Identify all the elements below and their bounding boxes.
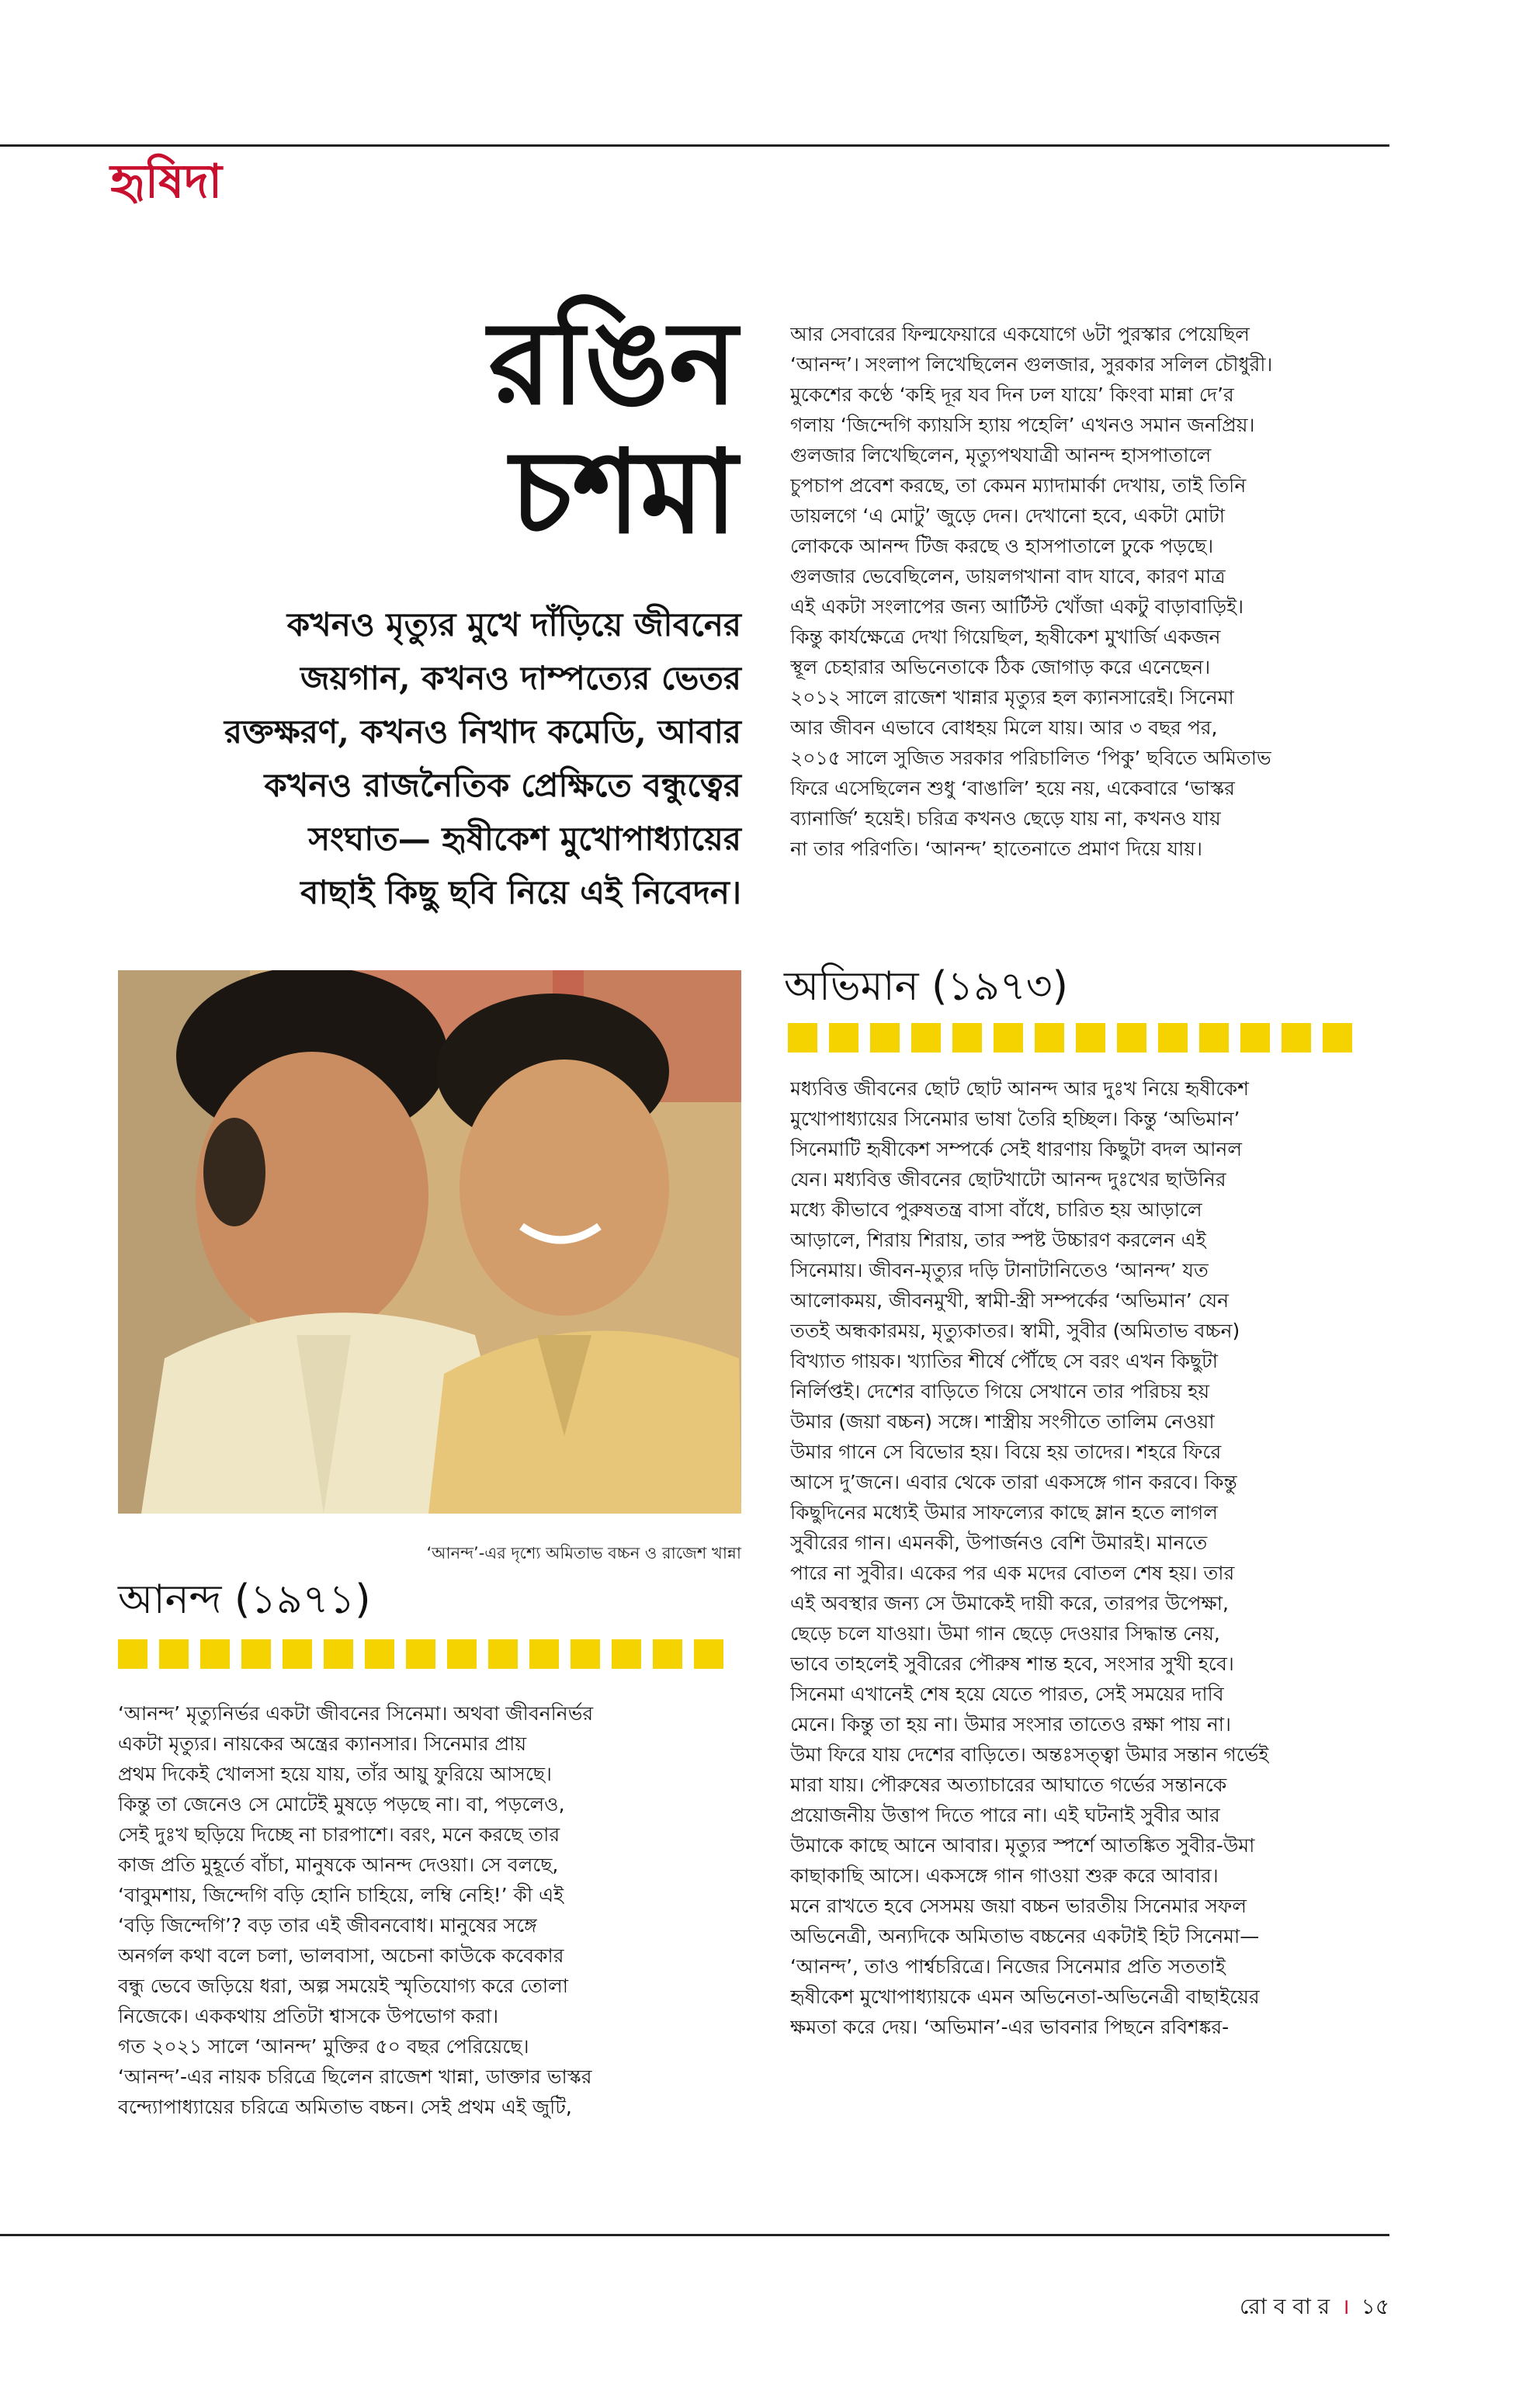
text-line: সুবীরের গান। এমনকী, উপার্জনও বেশি উমারই। মানতে [790, 1531, 1208, 1554]
section-tag: হৃষিদা [110, 154, 223, 209]
text-line: ‘বড়ি জিন্দেগি’? বড় তার এই জীবনবোধ। মানুষের সঙ্গে [118, 1914, 537, 1937]
yellow-square [200, 1639, 230, 1669]
text-line: বন্ধু ভেবে জড়িয়ে ধরা, অল্প সময়েই স্মৃতিযোগ্য করে তোলা [118, 1975, 569, 1997]
text-line: মধ্যে কীভাবে পুরুষতন্ত্র বাসা বাঁধে, চারিত হয় আড়ালে [790, 1198, 1202, 1221]
intro-line: কখনও মৃত্যুর মুখে দাঁড়িয়ে জীবনের [286, 605, 741, 643]
yellow-square [529, 1639, 559, 1669]
text-line: প্রথম দিকেই খোলসা হয়ে যায়, তাঁর আয়ু ফুরিয়ে আসছে। [118, 1763, 552, 1785]
yellow-square [694, 1639, 723, 1669]
yellow-square [488, 1639, 518, 1669]
yellow-square [118, 1639, 147, 1669]
text-line: মনে রাখতে হবে সেসময় জয়া বচ্চন ভারতীয় সিনেমার সফল [790, 1895, 1247, 1917]
intro-standfirst [109, 598, 741, 919]
magazine-name: রো ব বা র [1239, 2294, 1330, 2319]
yellow-square [994, 1023, 1023, 1053]
text-line: লোককে আনন্দ টিজ করছে ও হাসপাতালে ঢুকে পড়ছে। [790, 535, 1214, 557]
text-line: ছেড়ে চলে যাওয়া। উমা গান ছেড়ে দেওয়ার সিদ্ধান্ত নেয়, [790, 1622, 1220, 1645]
yellow-square [829, 1023, 858, 1053]
yellow-square [1158, 1023, 1188, 1053]
text-line: বন্দ্যোপাধ্যায়ের চরিত্রে অমিতাভ বচ্চন। সেই প্রথম এই জুটি, [118, 2096, 572, 2118]
text-line: নির্লিপ্তই। দেশের বাড়িতে গিয়ে সেখানে তার পরিচয় হয় [790, 1380, 1210, 1403]
anand-continuation-text [790, 319, 1396, 864]
text-line: ‘আনন্দ’-এর নায়ক চরিত্রে ছিলেন রাজেশ খান্না, ডাক্তার ভাস্কর [118, 2065, 592, 2088]
text-line: ততই অন্ধকারময়, মৃত্যুকাতর। স্বামী, সুবীর (অমিতাভ বচ্চন) [790, 1320, 1240, 1342]
text-line: ২০১২ সালে রাজেশ খান্নার মৃত্যুর হল ক্যানসারেই। সিনেমা [790, 686, 1234, 709]
text-line: পারে না সুবীর। একের পর এক মদের বোতল শেষ হয়। তার [790, 1562, 1235, 1584]
text-line: এই অবস্থার জন্য সে উমাকেই দায়ী করে, তারপর উপেক্ষা, [790, 1592, 1229, 1614]
yellow-square [870, 1023, 900, 1053]
text-line: সিনেমা এখানেই শেষ হয়ে যেতে পারত, সেই সময়ের দাবি [790, 1683, 1224, 1705]
text-line: মুকেশের কণ্ঠে ‘কহি দূর যব দিন ঢল যায়ে’ কিংবা মান্না দে’র [790, 383, 1234, 406]
yellow-square [788, 1023, 817, 1053]
text-line: এই একটা সংলাপের জন্য আর্টিস্ট খোঁজা একটু বাড়াবাড়িই। [790, 595, 1244, 618]
yellow-square [1076, 1023, 1105, 1053]
text-line: অনর্গল কথা বলে চলা, ভালবাসা, অচেনা কাউকে কবেকার [118, 1944, 564, 1967]
text-line: অভিনেত্রী, অন্যদিকে অমিতাভ বচ্চনের একটাই হিট সিনেমা— [790, 1925, 1260, 1947]
text-line: উমাকে কাছে আনে আবার। মৃত্যুর স্পর্শে আতঙ্কিত সুবীর-উমা [790, 1834, 1255, 1857]
yellow-square [241, 1639, 271, 1669]
text-line: ভাবে তাহলেই সুবীরের পৌরুষ শান্ত হবে, সংসার সুখী হবে। [790, 1653, 1234, 1675]
yellow-square [911, 1023, 941, 1053]
text-line: আর সেবারের ফিল্মফেয়ারে একযোগে ৬টা পুরস্কার পেয়েছিল [790, 323, 1250, 345]
headline [295, 295, 737, 559]
abhiman-section-heading: অভিমান (১৯৭৩) [784, 963, 1068, 1010]
text-line: কাজ প্রতি মুহূর্তে বাঁচা, মানুষকে আনন্দ দেওয়া। সে বলছে, [118, 1854, 559, 1876]
headline-line: রঙিন [488, 295, 737, 430]
yellow-square [612, 1639, 641, 1669]
yellow-square [571, 1639, 600, 1669]
text-line: গলায় ‘জিন্দেগি ক্যায়সি হ্যায় পহেলি’ এখনও সমান জনপ্রিয়। [790, 414, 1255, 436]
text-line: হৃষীকেশ মুখোপাধ্যায়কে এমন অভিনেতা-অভিনেত্রী বাছাইয়ের [790, 1985, 1260, 2008]
abhiman-body-text [790, 1073, 1396, 2042]
yellow-square [653, 1639, 682, 1669]
text-line: একটা মৃত্যুর। নায়কের অন্ত্রের ক্যানসার। সিনেমার প্রায় [118, 1732, 527, 1755]
text-line: ক্ষমতা করে দেয়। ‘অভিমান’-এর ভাবনার পিছনে রবিশঙ্কর- [790, 2016, 1230, 2038]
intro-line: জয়গান, কখনও দাম্পত্যের ভেতর [300, 659, 741, 697]
text-line: সিনেমাটি হৃষীকেশ সম্পর্কে সেই ধারণায় কিছুটা বদল আনল [790, 1138, 1242, 1160]
text-line: উমা ফিরে যায় দেশের বাড়িতে। অন্তঃসত্ত্বা উমার সন্তান গর্ভেই [790, 1743, 1269, 1766]
text-line: কাছাকাছি আসে। একসঙ্গে গান গাওয়া শুরু করে আবার। [790, 1864, 1219, 1887]
yellow-square [159, 1639, 189, 1669]
text-line: সিনেমায়। জীবন-মৃত্যুর দড়ি টানাটানিতেও ‘আনন্দ’ যত [790, 1259, 1209, 1281]
anand-section-heading: আনন্দ (১৯৭১) [118, 1576, 371, 1623]
text-line: সেই দুঃখ ছড়িয়ে দিচ্ছে না চারপাশে। বরং, মনে করছে তার [118, 1823, 560, 1846]
text-line: না তার পরিণতি। ‘আনন্দ’ হাতেনাতে প্রমাণ দিয়ে যায়। [790, 838, 1202, 860]
yellow-square [1117, 1023, 1146, 1053]
text-line: গুলজার লিখেছিলেন, মৃত্যুপথযাত্রী আনন্দ হাসপাতালে [790, 444, 1212, 466]
text-line: ২০১৫ সালে সুজিত সরকার পরিচালিত ‘পিকু’ ছবিতে অমিতাভ [790, 747, 1271, 769]
text-line: যেন। মধ্যবিত্ত জীবনের ছোটখাটো আনন্দ দুঃখের ছাউনির [790, 1168, 1226, 1191]
text-line: চুপচাপ প্রবেশ করছে, তা কেমন ম্যাদামার্কা দেখায়, তাই তিনি [790, 474, 1247, 497]
text-line: মুখোপাধ্যায়ের সিনেমার ভাষা তৈরি হচ্ছিল। কিন্তু ‘অভিমান’ [790, 1108, 1240, 1130]
text-line: মারা যায়। পৌরুষের অত্যাচারের আঘাতে গর্ভের সন্তানকে [790, 1774, 1227, 1796]
text-line: আলোকময়, জীবনমুখী, স্বামী-স্ত্রী সম্পর্কের ‘অভিমান’ যেন [790, 1289, 1230, 1312]
page-footer [1240, 2290, 1389, 2326]
text-line: গুলজার ভেবেছিলেন, ডায়লগখানা বাদ যাবে, কারণ মাত্র [790, 565, 1226, 588]
anand-heading-ornament [118, 1639, 723, 1669]
yellow-square [447, 1639, 477, 1669]
text-line: আসে দু’জনে। এবার থেকে তারা একসঙ্গে গান করবে। কিন্তু [790, 1471, 1237, 1493]
yellow-square [1240, 1023, 1270, 1053]
page-number: ১৫ [1361, 2294, 1389, 2319]
text-line: মেনে। কিন্তু তা হয় না। উমার সংসার তাতেও রক্ষা পায় না। [790, 1713, 1231, 1736]
yellow-square [1199, 1023, 1229, 1053]
text-line: কিন্তু কার্যক্ষেত্রে দেখা গিয়েছিল, হৃষীকেশ মুখার্জি একজন [790, 626, 1221, 648]
text-line: ‘আনন্দ’ মৃত্যুনির্ভর একটা জীবনের সিনেমা। অথবা জীবননির্ভর [118, 1702, 594, 1725]
text-line: ‘বাবুমশায়, জিন্দেগি বড়ি হোনি চাহিয়ে, লম্বি নেহি!’ কী এই [118, 1884, 564, 1906]
text-line: আর জীবন এভাবে বোধহয় মিলে যায়। আর ৩ বছর পর, [790, 716, 1218, 739]
yellow-square [1282, 1023, 1311, 1053]
text-line: ‘আনন্দ’। সংলাপ লিখেছিলেন গুলজার, সুরকার সলিল চৌধুরী। [790, 353, 1273, 376]
yellow-square [406, 1639, 435, 1669]
yellow-square [324, 1639, 353, 1669]
yellow-square [1035, 1023, 1064, 1053]
photo-caption: ‘আনন্দ’-এর দৃশ্যে অমিতাভ বচ্চন ও রাজেশ খান্না [426, 1544, 741, 1562]
text-line: মধ্যবিত্ত জীবনের ছোট ছোট আনন্দ আর দুঃখ নিয়ে হৃষীকেশ [790, 1077, 1249, 1100]
anand-body-text [118, 1698, 747, 2122]
yellow-square [1323, 1023, 1352, 1053]
text-line: কিছুদিনের মধ্যেই উমার সাফল্যের কাছে ম্লান হতে লাগল [790, 1501, 1218, 1524]
text-line: উমার গানে সে বিভোর হয়। বিয়ে হয় তাদের। শহরে ফিরে [790, 1441, 1222, 1463]
text-line: উমার (জয়া বচ্চন) সঙ্গে। শাস্ত্রীয় সংগীতে তালিম নেওয়া [790, 1410, 1215, 1433]
text-line: বিখ্যাত গায়ক। খ্যাতির শীর্ষে পৌঁছে সে বরং এখন কিছুটা [790, 1350, 1219, 1372]
film-still-photo [118, 970, 741, 1514]
intro-line: কখনও রাজনৈতিক প্রেক্ষিতে বন্ধুত্বের [264, 766, 741, 804]
text-line: গত ২০২১ সালে ‘আনন্দ’ মুক্তির ৫০ বছর পেরিয়েছে। [118, 2035, 529, 2058]
yellow-square [952, 1023, 982, 1053]
text-line: স্থূল চেহারার অভিনেতাকে ঠিক জোগাড় করে এনেছেন। [790, 656, 1211, 678]
text-line: কিন্তু তা জেনেও সে মোটেই মুষড়ে পড়ছে না। বা, পড়লেও, [118, 1793, 565, 1816]
intro-line: সংঘাত— হৃষীকেশ মুখোপাধ্যায়ের [308, 820, 741, 858]
text-line: নিজেকে। এককথায় প্রতিটা শ্বাসকে উপভোগ করা। [118, 2005, 499, 2027]
text-line: প্রয়োজনীয় উত্তাপ দিতে পারে না। এই ঘটনাই সুবীর আর [790, 1804, 1220, 1826]
abhiman-heading-ornament [788, 1023, 1352, 1053]
bottom-divider [0, 2234, 1389, 2236]
text-line: ‘আনন্দ’, তাও পার্শ্বচরিত্রে। নিজের সিনেমার প্রতি সততাই [790, 1955, 1226, 1978]
footer-separator: । [1341, 2294, 1350, 2319]
text-line: ডায়লগে ‘এ মোটু’ জুড়ে দেন। দেখানো হবে, একটা মোটা [790, 505, 1225, 527]
yellow-square [365, 1639, 394, 1669]
intro-line: রক্তক্ষরণ, কখনও নিখাদ কমেডি, আবার [224, 713, 741, 751]
text-line: আড়ালে, শিরায় শিরায়, তার স্পষ্ট উচ্চারণ করলেন এই [790, 1229, 1206, 1251]
text-line: ব্যানার্জি’ হয়েই। চরিত্র কখনও ছেড়ে যায় না, কখনও যায় [790, 807, 1221, 830]
headline-line: চশমা [510, 423, 737, 559]
intro-line: বাছাই কিছু ছবি নিয়ে এই নিবেদন। [300, 873, 741, 911]
text-line: ফিরে এসেছিলেন শুধু ‘বাঙালি’ হয়ে নয়, একেবারে ‘ভাস্কর [790, 777, 1235, 799]
yellow-square [283, 1639, 312, 1669]
top-divider [0, 144, 1389, 147]
